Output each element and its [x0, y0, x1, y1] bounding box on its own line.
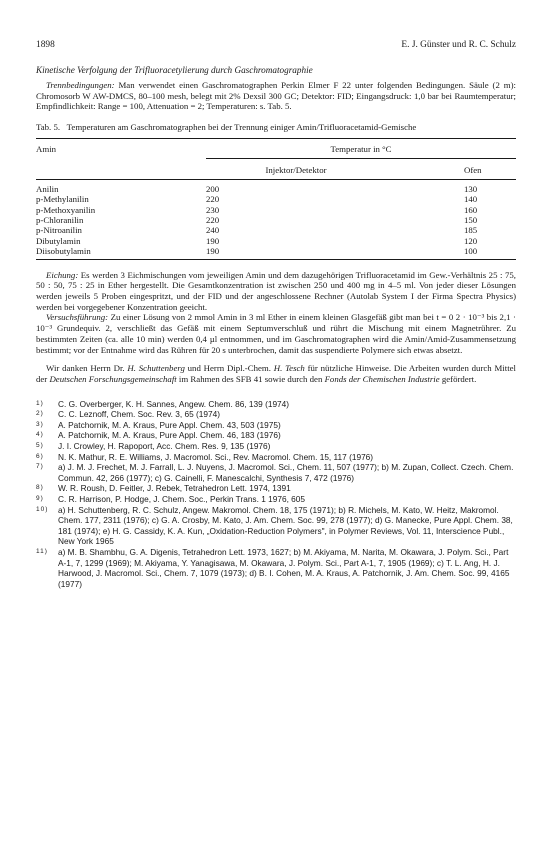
- cell-ofen: 150: [464, 215, 478, 226]
- reference-text: a) J. M. J. Frechet, M. J. Farrall, L. J. Nuyens, J. Macromol. Sci., Chem. 11, 507 (1977); b) M. Zupan, Collect. Czech. Chem. Commun. 42, 266 (1977); c) G. Cainelli, F. Manescalchi, Synthesis 7, 472 (1976): [58, 462, 514, 483]
- reference-item: [36, 420, 516, 431]
- cell-amin: p-Methoxyanilin: [36, 204, 96, 215]
- table-bottom-rule: [36, 259, 516, 260]
- table-row: [36, 215, 516, 225]
- reference-number: 3): [36, 420, 44, 428]
- reference-item: [36, 494, 516, 505]
- cell-ofen: 140: [464, 194, 478, 205]
- text-trennbedingungen: Man verwendet einen Gaschromatographen Perkin Elmer F 22 unter folgenden Bedingungen. Säule (2 m): Chromosorb W AW-DMCS, 80–100 mesh, belegt mit 2% Dexsil 300 GC; Detektor: FID; Eingangsdruck: 1,0 bar bei Raumtemperatur; Empfindlichkeit: Range = 100, Attenuation = 2; Temperaturen: s. Tab. 5.: [36, 80, 516, 112]
- reference-number: 10): [36, 505, 49, 513]
- label-trennbedingungen: Trennbedingungen:: [46, 80, 115, 90]
- reference-text: A. Patchornik, M. A. Kraus, Pure Appl. Chem. 46, 183 (1976): [58, 430, 281, 441]
- reference-number: 11): [36, 548, 48, 555]
- cell-amin: p-Chloranilin: [36, 215, 84, 226]
- cell-amin: Diisobutylamin: [36, 246, 91, 257]
- reference-text: N. K. Mathur, R. E. Williams, J. Macromol. Sci., Rev. Macromol. Chem. 15, 117 (1976): [58, 451, 374, 462]
- reference-text: W. R. Roush, D. Feitler, J. Rebek, Tetrahedron Lett. 1974, 1391: [58, 483, 291, 494]
- cell-injektor: 190: [206, 246, 220, 257]
- reference-number: 7): [36, 463, 44, 471]
- cell-injektor: 190: [206, 235, 220, 246]
- reference-item: [36, 452, 516, 463]
- header-temperature: Temperatur in °C: [330, 143, 392, 154]
- paragraph-eichung: [36, 270, 516, 313]
- cell-injektor: 230: [206, 204, 220, 215]
- running-authors: E. J. Günster und R. C. Schulz: [401, 40, 516, 50]
- table-row: [36, 236, 516, 246]
- cell-amin: Anilin: [36, 183, 59, 194]
- reference-item: [36, 441, 516, 452]
- reference-number: 9): [36, 495, 44, 503]
- reference-item: [36, 430, 516, 441]
- cell-ofen: 100: [464, 246, 478, 257]
- reference-item: [36, 409, 516, 420]
- reference-text: C. C. Leznoff, Chem. Soc. Rev. 3, 65 (1974): [58, 409, 221, 420]
- page: [36, 40, 516, 589]
- reference-item: [36, 483, 516, 494]
- header-ofen: Ofen: [386, 158, 516, 179]
- running-header: [36, 40, 516, 51]
- reference-number: 6): [36, 452, 44, 460]
- reference-text: a) M. B. Shambhu, G. A. Digenis, Tetrahedron Lett. 1973, 1627; b) M. Akiyama, M. Narita, M. Okawara, J. Polym. Sci., Part A-1, 7, 1299 (1969); M. Akiyama, Y. Yanagisawa, M. Okawara, J. Polym. Sci., Part A-1, 7, 1905 (1969); c) T. L. Ang, H. J. Harwood, J. Macromol. Sci., Chem. 7, 1079 (1973); d) B. I. Cohen, M. A. Kraus, A. Patchornik, J. Am. Chem. Soc. 99, 4165 (1977): [58, 547, 510, 589]
- reference-text: C. R. Harrison, P. Hodge, J. Chem. Soc., Perkin Trans. 1 1976, 605: [58, 494, 306, 505]
- reference-text: C. G. Overberger, K. H. Sannes, Angew. Chem. 86, 139 (1974): [58, 398, 290, 409]
- paragraph-trennbedingungen: [36, 80, 516, 112]
- cell-injektor: 200: [206, 183, 220, 194]
- cell-ofen: 120: [464, 235, 478, 246]
- cell-amin: Dibutylamin: [36, 235, 81, 246]
- reference-item: [36, 505, 516, 547]
- table-row: [36, 194, 516, 204]
- name-fonds: Fonds der Chemischen Industrie: [324, 373, 440, 384]
- cell-ofen: 130: [464, 183, 478, 194]
- reference-list: [36, 399, 516, 590]
- table-row: [36, 205, 516, 215]
- reference-text: a) H. Schuttenberg, R. C. Schulz, Angew. Makromol. Chem. 18, 175 (1971); b) R. Michels, M. Kato, W. Heitz, Makromol. Chem. 177, 2311 (1976); c) G. A. Crosby, M. Kato, J. Am. Chem. Soc. 99, 278 (1977); d) G. Manecke, Pure Appl. Chem. 38, 181 (1974); e) H. G. Cassidy, K. A. Kun, „Oxidation-Reduction Polymers", in Polymer Reviews, Vol. 11, Interscience Publ., New York 1965: [58, 504, 513, 547]
- cell-injektor: 220: [206, 215, 220, 226]
- reference-item: [36, 547, 516, 589]
- temperature-table: [36, 138, 516, 257]
- section-title: Kinetische Verfolgung der Trifluoracetylierung durch Gaschromatographie: [36, 65, 313, 75]
- name-schuttenberg: H. Schuttenberg: [127, 363, 185, 374]
- text-versuchsfuehrung: Zu einer Lösung von 2 mmol Amin in 3 ml Ether in einem kleinen Glasgefäß gibt man bei t = 0 2 · 10⁻³ bis 2,1 · 10⁻³ Grundequiv. 2, verschließt das Gefäß mit einem Septumverschluß und rührt die Mischung mit einem Magnetrührer. Zu bestimmten Zeiten (ca. alle 10 min) werden 0,4 µl entnommen, und im Gaschromatographen wird die Amin/Amid-Zusammensetzung bestimmt; vor der Entnahme wird das Rühren für 20 s unterbrochen, damit das suspendierte Polymere sich etwas absetzt.: [36, 312, 516, 355]
- label-versuchsfuehrung: Versuchsführung:: [46, 312, 109, 323]
- paragraph-acknowledgements: Wir danken Herrn Dr. H. Schuttenberg und Herrn Dipl.-Chem. H. Tesch für nützliche Hinweise. Die Arbeiten wurden durch Mittel der Deutschen Forschungsgemeinschaft im Rahmen des SFB 41 sowie durch den Fonds der Chemischen Industrie gefördert.: [36, 363, 516, 384]
- paragraph-versuchsfuehrung: [36, 312, 516, 355]
- reference-text: J. I. Crowley, H. Rapoport, Acc. Chem. Res. 9, 135 (1976): [58, 441, 271, 452]
- table-row: [36, 225, 516, 235]
- reference-text: A. Patchornik, M. A. Kraus, Pure Appl. Chem. 43, 503 (1975): [58, 419, 281, 430]
- header-amin: Amin: [36, 143, 57, 154]
- reference-number: 8): [36, 484, 44, 492]
- name-tesch: H. Tesch: [273, 363, 305, 374]
- cell-ofen: 185: [464, 225, 478, 236]
- page-number: 1898: [36, 40, 55, 50]
- header-injektor: Injektor/Detektor: [206, 158, 386, 179]
- reference-item: [36, 462, 516, 483]
- cell-ofen: 160: [464, 204, 478, 215]
- reference-number: 2): [36, 410, 44, 418]
- reference-number: 4): [36, 431, 44, 439]
- text-eichung: Es werden 3 Eichmischungen vom jeweiligen Amin und dem dazugehörigen Trifluoracetamid im Gew.-Verhältnis 25 : 75, 50 : 50, 75 : 25 in Ether hergestellt. Die Gesamtkonzentration ist zwischen 250 und 400 mg in 4–5 ml. Von jeder dieser Lösungen werden jeweils 5 Proben eingespritzt, und der FID und der angeschlossene Rechner (Autolab System I der Firma Spectra Physics) werden bei vorgegebener Konzentration geeicht.: [36, 269, 516, 312]
- cell-injektor: 240: [206, 225, 220, 236]
- table-row: [36, 246, 516, 256]
- label-eichung: Eichung:: [46, 269, 79, 280]
- cell-amin: p-Nitroanilin: [36, 225, 82, 236]
- reference-item: [36, 399, 516, 410]
- reference-number: 5): [36, 442, 44, 450]
- cell-amin: p-Methylanilin: [36, 194, 89, 205]
- table-caption-number: Tab. 5.: [36, 122, 61, 133]
- reference-number: 1): [36, 399, 44, 407]
- table-row: [36, 184, 516, 194]
- name-dfg: Deutschen Forschungsgemeinschaft: [49, 373, 177, 384]
- table-caption: [36, 122, 516, 133]
- cell-injektor: 220: [206, 194, 220, 205]
- table-caption-text: Temperaturen am Gaschromatographen bei der Trennung einiger Amin/Trifluoracetamid-Gemische: [66, 122, 417, 133]
